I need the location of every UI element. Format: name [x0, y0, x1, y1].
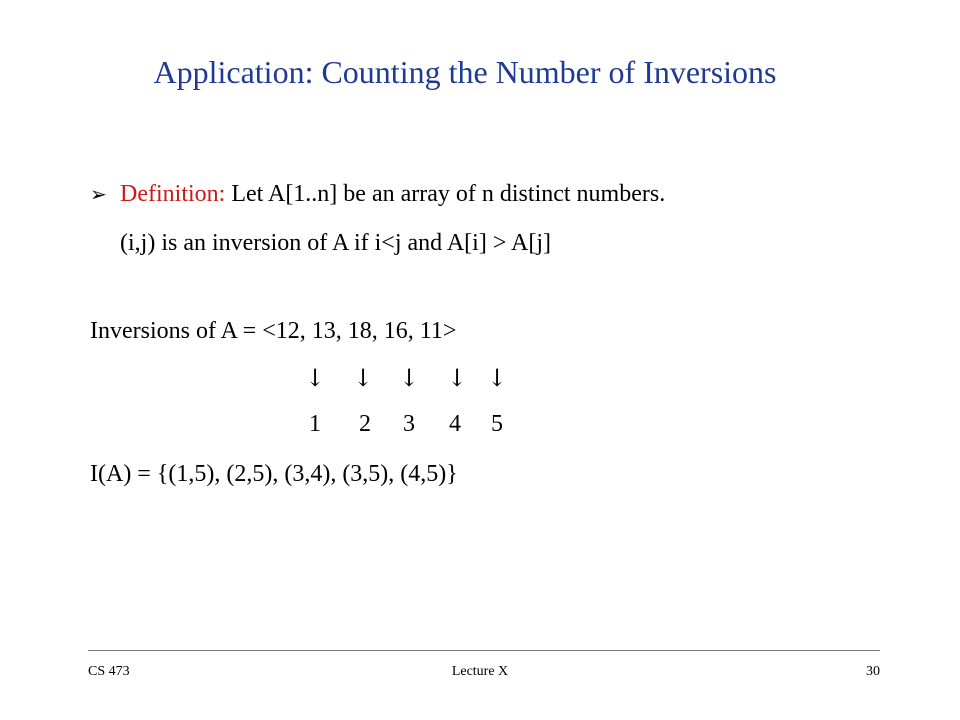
down-arrow-icon: ↓ [398, 364, 420, 392]
down-arrow-icon: ↓ [304, 364, 326, 392]
footer-page-number: 30 [866, 664, 880, 679]
inversions-line: Inversions of A = <12, 13, 18, 16, 11> [90, 318, 457, 344]
footer-course: CS 473 [88, 664, 130, 679]
index-label: 3 [403, 411, 415, 437]
index-label: 2 [359, 411, 371, 437]
index-label: 5 [491, 411, 503, 437]
inversion-set-line: I(A) = {(1,5), (2,5), (3,4), (3,5), (4,5)} [90, 461, 458, 487]
definition-bullet [90, 178, 665, 210]
footer-divider [88, 650, 880, 651]
down-arrow-icon: ↓ [486, 364, 508, 392]
definition-text: Let A[1..n] be an array of n distinct numbers. [225, 181, 666, 207]
index-label: 4 [449, 411, 461, 437]
slide-title: Application: Counting the Number of Inversions [153, 54, 777, 90]
index-label: 1 [309, 411, 321, 437]
definition-label: Definition: [120, 181, 226, 207]
arrowhead-bullet-icon: ➢ [90, 182, 107, 206]
down-arrow-icon: ↓ [446, 364, 468, 392]
definition-line-2: (i,j) is an inversion of A if i<j and A[i] > A[j] [120, 230, 552, 256]
footer-lecture: Lecture X [451, 664, 509, 679]
down-arrow-icon: ↓ [352, 364, 374, 392]
